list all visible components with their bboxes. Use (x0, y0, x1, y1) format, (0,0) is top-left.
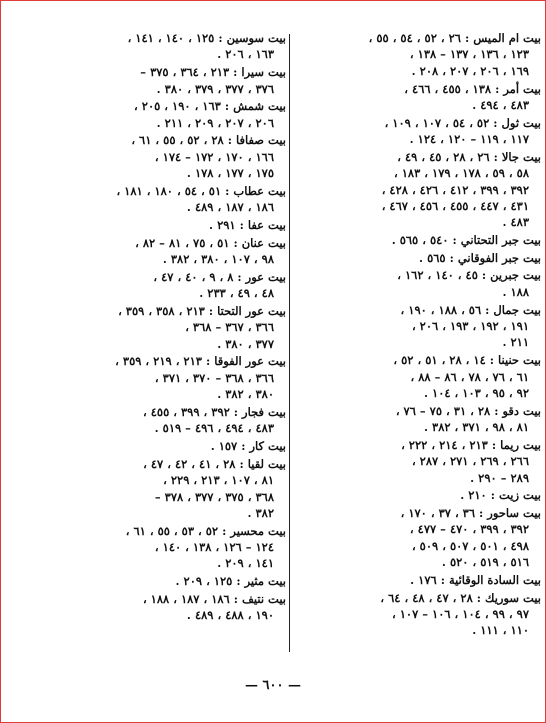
index-entry (293, 403, 541, 436)
index-entry (293, 352, 541, 401)
index-entry (293, 232, 541, 248)
entry-continuation-line: ٨١ ، ١٠٧ ، ٢١٣ ، ٢٢٩ ، (163, 473, 274, 488)
entry-continuation-line: ٤٣١ ، ٤٤٧ ، ٤٥٥ ، ٤٥٦ ، ٤٦٧ ، (381, 198, 529, 213)
entry-continuation-line: ٩٧ ، ٩٩ ، ١٠٤ ، ١٠٦ – ١٠٧ ، (392, 606, 529, 621)
entry-continuation-line: ٤٩٨ ، ٥٠١ ، ٥٠٧ ، ٥٠٩ ، (411, 538, 529, 553)
entry-heading-line: بيت صفافا : ٢٨ ، ٥٢ ، ٥٥ ، ٦١ ، (131, 133, 286, 148)
entry-heading-line: بيت عفا : ٢٩١ . (209, 217, 286, 232)
index-entry (38, 132, 286, 181)
entry-continuation-line: ١٩١ ، ١٩٢ ، ١٩٣ ، ٢٠٦ ، (411, 318, 529, 333)
index-entry (293, 81, 541, 114)
entry-heading-line: بيت سيرا : ٢١٣ ، ٣٦٤ ، ٣٧٥ – (140, 65, 286, 80)
entry-continuation-line: ٣٨٠ ، ٣٨٢ . (217, 387, 274, 402)
entry-continuation-line: ١٩٠ ، ٤٨٨ ، ٤٨٩ . (186, 608, 274, 623)
entry-continuation-line: ٤٨٣ ، ٤٩٤ ، ٤٩٦ – ٥١٩ . (154, 421, 274, 436)
entry-heading-line: بيت سوريك : ٢٨ ، ٤٧ ، ٤٨ ، ٦٤ ، (380, 590, 541, 605)
entry-heading-line: بيت عنان : ٥١ ، ٧٥ ، ٨١ – ٨٢ ، (135, 235, 286, 250)
entry-continuation-line: ٣٦٨ ، ٣٧٥ ، ٣٧٧ ، ٣٧٨ – (154, 489, 274, 504)
entry-continuation-line: ١٨٨ . (502, 284, 529, 299)
index-entry (293, 590, 541, 639)
index-entry (293, 149, 541, 231)
entry-heading-line: بيت زيت : ٢١٠ . (460, 488, 541, 503)
page-number: — ٦٠٠ — (244, 678, 301, 693)
index-entry (293, 505, 541, 571)
entry-heading-line: بيت عور : ٨ ، ٩ ، ٤٠ ، ٤٧ ، (153, 269, 286, 284)
entry-continuation-line: ١٦٦ ، ١٧٠ ، ١٧٢ – ١٧٤ ، (154, 149, 274, 164)
entry-continuation-line: ٥١٦ ، ٥١٩ ، ٥٢٠ . (441, 555, 529, 570)
entry-heading-line: بيت عطاب : ٥١ ، ٥٤ ، ١٨٠ ، ١٨١ ، (116, 183, 286, 198)
entry-continuation-line: ٣٧٧ ، ٣٨٠ . (217, 336, 274, 351)
entry-continuation-line: ٣٦٦ ، ٣٦٨ – ٣٧٠ ، ٣٧١ ، (154, 370, 274, 385)
index-column-right (293, 30, 541, 640)
entry-heading-line: بيت حنينا : ١٤ ، ٢٨ ، ٥١ ، ٥٢ ، (393, 353, 541, 368)
entry-heading-line: بيت أمر : ١٣٨ ، ٤٥٥ ، ٤٦٦ ، (404, 81, 541, 96)
index-entry (38, 30, 286, 63)
index-entry (38, 303, 286, 352)
entry-continuation-line: ٣٦٦ ، ٣٦٧ – ٣٦٨ ، (185, 320, 274, 335)
index-entry (38, 438, 286, 454)
index-entry (293, 250, 541, 266)
index-entry (38, 269, 286, 302)
entry-continuation-line: ٥٨ ، ٥٩ ، ١٧٨ ، ١٧٩ ، ١٨٣ ، (394, 166, 529, 181)
entry-continuation-line: ١٢٣ ، ١٣٦ ، ١٣٧ – ١٣٨ ، (409, 47, 529, 62)
index-entry (38, 456, 286, 522)
entry-heading-line: بيت مثير : ١٢٥ ، ٢٠٩ . (175, 574, 286, 589)
entry-continuation-line: ١٦٩ ، ٢٠٦ ، ٢٠٧ ، ٢٠٨ . (411, 63, 529, 78)
index-entry (293, 267, 541, 300)
entry-heading-line: بيت جبر الفوقاني : ٥٦٥ . (419, 250, 541, 265)
entry-continuation-line: ١٨٦ ، ١٨٧ ، ٤٨٩ . (186, 200, 274, 215)
entry-continuation-line: ٢٦٦ ، ٢٦٩ ، ٢٧١ ، ٢٨٧ ، (411, 454, 529, 469)
entry-heading-line: بيت نتيف : ١٨٦ ، ١٨٧ ، ١٨٨ ، (142, 591, 286, 606)
entry-continuation-line: ٣٩٢ ، ٣٩٩ ، ٤٧٠ – ٤٧٧ ، (409, 522, 529, 537)
index-entry (38, 573, 286, 589)
entry-heading-line: بيت ثول : ٥٢ ، ٥٤ ، ١٠٧ ، ١٠٩ ، (384, 115, 541, 130)
entry-heading-line: بيت جالا : ٢٦ ، ٢٨ ، ٤٥ ، ٤٩ ، (397, 149, 541, 164)
index-entry (38, 64, 286, 97)
entry-continuation-line: ٢٨٩ – ٢٩٠ . (470, 470, 529, 485)
index-entry (293, 115, 541, 148)
entry-heading-line: بيت السادة الوقائية : ١٧٦ . (410, 572, 541, 587)
entry-heading-line: بيت جبرين : ٤٥ ، ١٤٠ ، ١٦٢ ، (397, 268, 541, 283)
entry-heading-line: بيت ساحور : ٣٦ ، ٣٧ ، ١٧٠ ، (400, 505, 541, 520)
entry-heading-line: بيت جمال : ٥٦ ، ١٨٨ ، ١٩٠ ، (400, 302, 541, 317)
entry-continuation-line: ١١٠ ، ١١١ . (472, 623, 529, 638)
entry-heading-line: بيت جبر التحتاني : ٥٤٠ ، ٥٦٥ . (391, 233, 541, 248)
entry-heading-line: بيت عور الفوقا : ٢١٣ ، ٢١٩ ، ٣٥٩ ، (115, 354, 286, 369)
entry-continuation-line: ٤٨٣ . (502, 215, 529, 230)
entry-continuation-line: ٩٢ ، ٩٥ ، ١٠٣ ، ١٠٤ . (424, 385, 529, 400)
index-entry (293, 572, 541, 588)
entry-continuation-line: ٣٨٢ . (247, 505, 274, 520)
index-entry (38, 404, 286, 437)
index-entry (38, 183, 286, 216)
entry-continuation-line: ١٦٣ ، ٢٠٦ . (217, 47, 274, 62)
column-divider (289, 34, 290, 652)
entry-continuation-line: ٨١ ، ٩٨ ، ٣٧١ ، ٣٨٢ . (424, 420, 529, 435)
entry-heading-line: بيت ريما : ٢١٣ ، ٢١٤ ، ٢٢٢ ، (401, 437, 541, 452)
index-entry (293, 437, 541, 486)
index-entry (293, 302, 541, 351)
index-entry (38, 235, 286, 268)
index-entry (293, 487, 541, 503)
index-column-left (38, 30, 286, 625)
entry-heading-line: بيت شمش : ١٦٣ ، ١٩٠ ، ٢٠٥ ، (134, 99, 286, 114)
entry-heading-line: بيت دقو : ٢٨ ، ٣١ ، ٧٥ – ٧٦ ، (395, 403, 541, 418)
entry-continuation-line: ٤٨ ، ٤٩ ، ٢٣٣ . (199, 286, 274, 301)
entry-heading-line: بيت كار : ١٥٧ . (210, 439, 286, 454)
entry-heading-line: بيت فجار : ٣٩٢ ، ٣٩٩ ، ٤٥٥ ، (143, 404, 286, 419)
index-entry (38, 591, 286, 624)
entry-continuation-line: ٦١ ، ٧٦ ، ٧٨ ، ٨٦ – ٨٨ ، (410, 369, 529, 384)
index-entry (38, 353, 286, 402)
entry-continuation-line: ٤٨٣ ، ٤٩٤ . (472, 97, 529, 112)
entry-continuation-line: ١٧٥ ، ١٧٧ ، ١٧٨ . (186, 166, 274, 181)
entry-continuation-line: ١٢٤ – ١٢٦ ، ١٣٨ ، ١٤٠ ، (154, 540, 274, 555)
entry-continuation-line: ١٤١ ، ٢٠٩ . (217, 556, 274, 571)
entry-heading-line: بيت سوسين : ١٢٥ ، ١٤٠ ، ١٤١ ، (127, 31, 286, 45)
entry-continuation-line: ٩٨ ، ١٠٧ ، ٣٨٠ ، ٣٨٢ . (162, 252, 274, 267)
entry-continuation-line: ١١٧ ، ١١٩ – ١٢٠ ، ١٢٤ . (409, 132, 529, 147)
index-entry (293, 30, 541, 79)
entry-heading-line: بيت محسير : ٥٢ ، ٥٣ ، ٥٥ ، ٦١ ، (125, 523, 286, 538)
entry-continuation-line: ٢٠٦ ، ٢٠٧ ، ٢٠٩ ، ٢١١ . (156, 115, 274, 130)
index-entry (38, 217, 286, 233)
entry-continuation-line: ٢١١ . (502, 335, 529, 350)
entry-continuation-line: ٣٩٢ ، ٣٩٩ ، ٤١٢ ، ٤٢٦ ، ٤٢٨ ، (381, 182, 529, 197)
entry-heading-line: بيت عور التحتا : ٢١٣ ، ٣٥٨ ، ٣٥٩ ، (118, 303, 286, 318)
entry-heading-line: بيت لقيا : ٢٨ ، ٤١ ، ٤٢ ، ٤٧ ، (143, 456, 286, 471)
entry-heading-line: بيت ام الميس : ٢٦ ، ٥٢ ، ٥٤ ، ٥٥ ، (368, 31, 541, 45)
index-entry (38, 98, 286, 131)
index-entry (38, 523, 286, 572)
entry-continuation-line: ٣٧٦ ، ٣٧٧ ، ٣٧٩ ، ٣٨٠ . (156, 81, 274, 96)
